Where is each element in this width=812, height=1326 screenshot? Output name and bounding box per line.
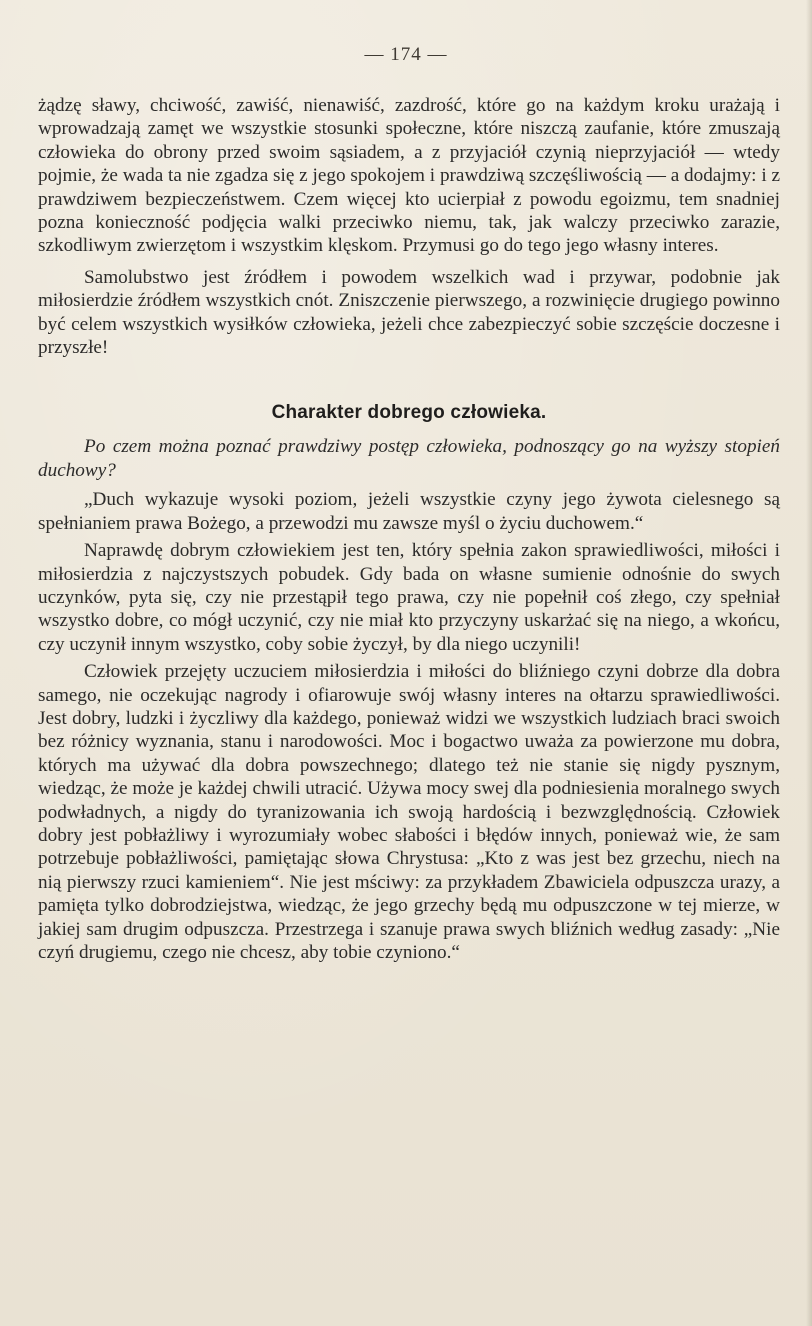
paragraph: Samolubstwo jest źródłem i powodem wszelkich wad i przywar, podobnie jak miłosierdzie źródłem wszystkich cnót. Zniszczenie pierwszego, a rozwinięcie drugiego powinno być celem wszystkich wysiłków człowieka, jeżeli chce zabezpieczyć sobie szczęście doczesne i przyszłe! bbox=[38, 266, 780, 359]
section-heading: Charakter dobrego człowieka. bbox=[271, 402, 547, 424]
paragraph-continuation: żądzę sławy, chciwość, zawiść, nienawiść, zazdrość, które go na każdym kroku urażają i wprowadzają zamęt we wszystkie stosunki społeczne, które niszczą zaufanie, które zmuszają człowieka do obrony przed swoim sąsiadem, a z przyjaciół czynią nieprzyjaciół — wtedy pojmie, że wada ta nie zgadza się z jego spokojem i prawdziwą szczęśliwością — a dodajmy: i z prawdziwem bezpieczeństwem. Czem więcej kto ucierpiał z powodu egoizmu, tem snadniej pozna konieczność podjęcia walki przeciwko niemu, tak, jak walczy przeciwko zarazie, szkodliwym zwierzętom i wszystkim klęskom. Przymusi go do tego jego własny interes. bbox=[38, 95, 780, 257]
page-body bbox=[38, 94, 780, 968]
paragraph: Naprawdę dobrym człowiekiem jest ten, który spełnia zakon sprawiedliwości, miłości i miłosierdzia z najczystszych pobudek. Gdy bada on własne sumienie odnośnie do swych uczynków, pyta się, czy nie przestąpił tego prawa, czy nie popełnił coś złego, czy spełniał wszystko dobre, co mógł uczynić, czy nie miał kto przyczyny uskarżać się na niego, a wkońcu, czy uczynił innym wszystko, coby sobie życzył, by dla niego uczynili! bbox=[38, 540, 780, 655]
page-number: — 174 — bbox=[364, 44, 448, 65]
quote-paragraph: „Duch wykazuje wysoki poziom, jeżeli wszystkie czyny jego żywota cielesnego są spełnianiem prawa Bożego, a przewodzi mu zawsze myśl o życiu duchowem.“ bbox=[38, 489, 780, 534]
section-question: Po czem można poznać prawdziwy postęp człowieka, podnoszący go na wyższy stopień duchowy? bbox=[38, 436, 780, 481]
paragraph: Człowiek przejęty uczuciem miłosierdzia i miłości do bliźniego czyni dobrze dla dobra samego, nie oczekując nagrody i ofiarowuje swój własny interes na ołtarzu sprawiedliwości. Jest dobry, ludzki i życzliwy dla każdego, ponieważ widzi we wszystkich ludziach braci swoich bez różnicy wyznania, stanu i narodowości. Moc i bogactwo uważa za powierzone mu dobra, których ma używać dla dobra powszechnego; dlatego też nie stanie się nigdy pysznym, wiedząc, że może je każdej chwili utracić. Używa mocy swej dla podniesienia moralnego swych podwładnych, a nigdy do tyranizowania ich swoją hardością i bezwzględnością. Człowiek dobry jest pobłażliwy i wyrozumiały wobec słabości i błędów innych, ponieważ wie, że sam potrzebuje pobłażliwości, pamiętając słowa Chrystusa: „Kto z was jest bez grzechu, niech na nią pierwszy rzuci kamieniem“. Nie jest mściwy: za przykładem Zbawiciela odpuszcza urazy, a pamięta tylko dobrodziejstwa, wiedząc, że jego grzechy będą mu odpuszczone w tej mierze, w jakiej sam drugim odpuszcza. Przestrzega i szanuje prawa swych bliźnich według zasady: „Nie czyń drugiemu, czego nie chcesz, aby tobie czyniono.“ bbox=[38, 661, 780, 963]
page-edge-shadow bbox=[806, 0, 812, 1326]
